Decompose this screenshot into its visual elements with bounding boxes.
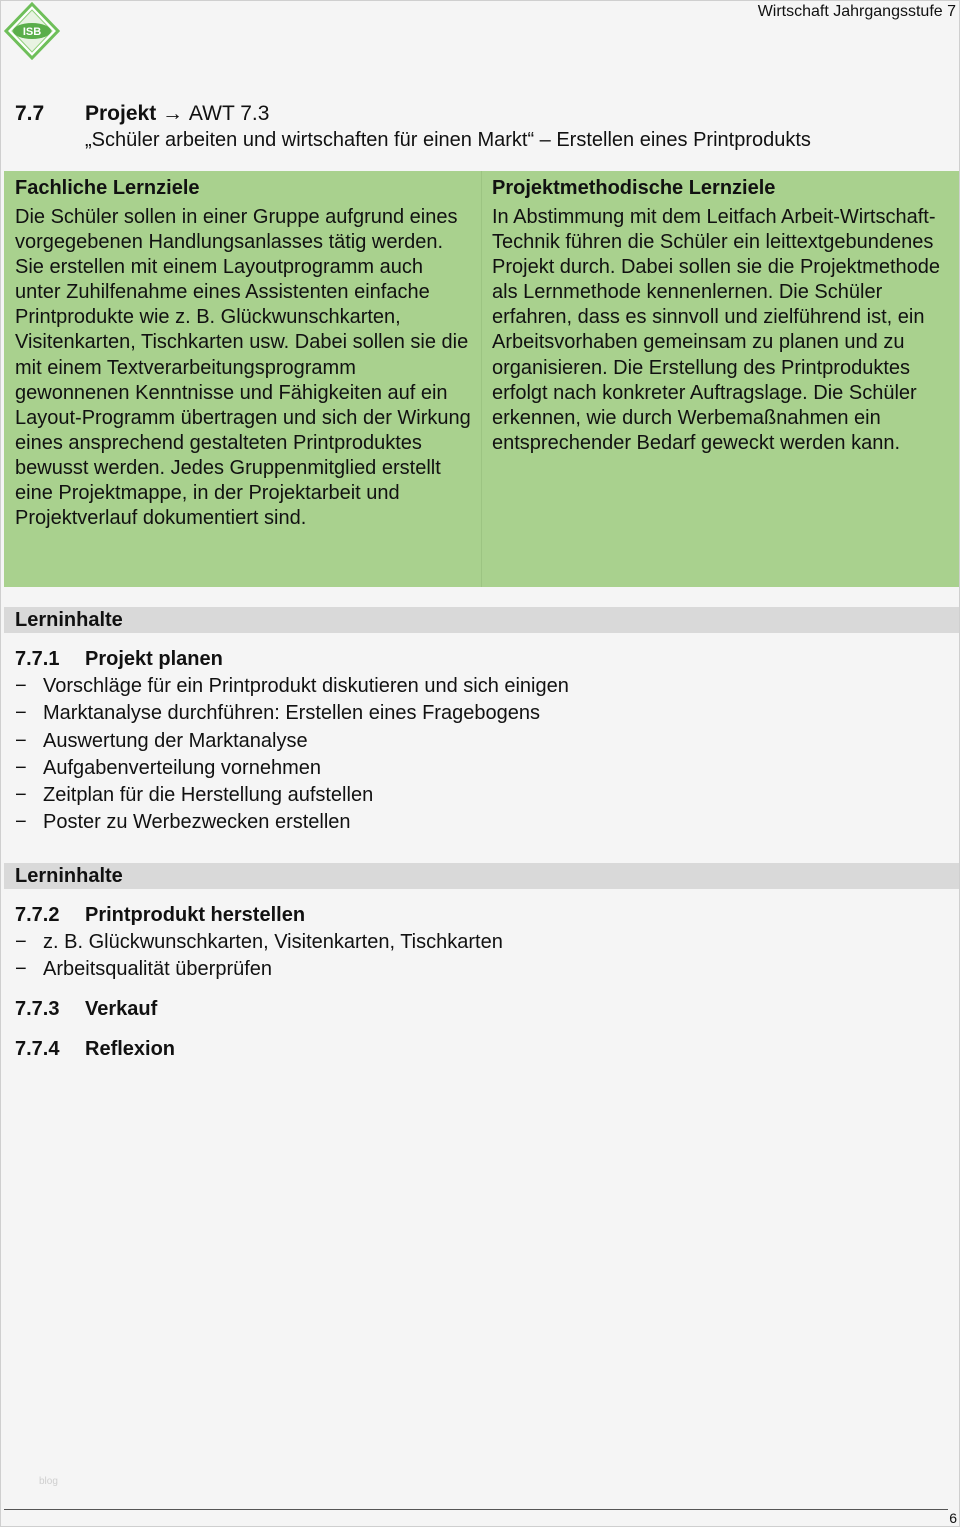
- subsection-number: 7.7.1: [15, 648, 60, 670]
- subject-goals-heading: Fachliche Lernziele: [15, 177, 200, 199]
- subsection-title: Verkauf: [85, 998, 158, 1020]
- dash-bullet: −: [15, 729, 27, 752]
- subsection-number: 7.7.2: [15, 904, 60, 926]
- list-item: − z. B. Glückwunschkarten, Visitenkarten, Tischkarten: [15, 929, 503, 956]
- list-item: − Zeitplan für die Herstellung aufstellen: [15, 782, 569, 809]
- subsection-title: Reflexion: [85, 1038, 176, 1060]
- title-block: [15, 101, 811, 153]
- subsection-title: Printprodukt herstellen: [85, 904, 306, 926]
- page-number: 6: [949, 1510, 957, 1526]
- title-project-label: Projekt: [85, 102, 157, 125]
- title-subtitle: „Schüler arbeiten und wirtschaften für einen Markt“ – Erstellen eines Printprodukts: [85, 129, 811, 151]
- list-item: − Vorschläge für ein Printprodukt diskutieren und sich einigen: [15, 673, 569, 700]
- subsection-number: 7.7.3: [15, 998, 60, 1020]
- subsection-heading: [15, 1036, 175, 1062]
- subsection-number: 7.7.4: [15, 1038, 60, 1060]
- dash-bullet: −: [15, 931, 27, 953]
- bullet-list-planning: [15, 673, 569, 837]
- subsection-title: Projekt planen: [85, 648, 223, 670]
- dash-bullet: −: [15, 675, 27, 697]
- dash-bullet: −: [15, 958, 27, 981]
- method-goals: [482, 171, 959, 587]
- method-goals-text: In Abstimmung mit dem Leitfach Arbeit-Wirtschaft-Technik führen die Schüler ein leittextgebundenes Projekt durch. Dabei sollen sie die Projektmethode als Lernmethode kennenlernen. Die Schüler erfahren, dass es sinnvoll und zielführend ist, ein Arbeitsvorhaben gemeinsam zu planen und zu organisieren. Die Erstellung des Printproduktes erfolgt nach konkreter Auftragslage. Die Schüler erkennen, wie durch Werbemaßnahmen ein entsprechender Bedarf geweckt werden kann.: [492, 206, 941, 454]
- learning-goals-table: [4, 171, 959, 587]
- title-reference: AWT 7.3: [188, 102, 270, 125]
- subsection-heading: [15, 902, 305, 928]
- isb-logo: [4, 2, 60, 60]
- subject-goals-text: Die Schüler sollen in einer Gruppe aufgrund eines vorgegebenen Handlungsanlasses tätig werden. Sie erstellen mit einem Layoutprogramm auch unter Zuhilfenahme eines Assistenten einfache Printprodukte wie z. B. Glückwunschkarten, Visitenkarten, Tischkarten usw. Dabei sollen sie die mit einem Textverarbeitungsprogramm gewonnenen Kenntnisse und Fähigkeiten auf ein Layout-Programm übertragen und sich der Wirkung eines ansprechend gestalteten Printproduktes bewusst werden. Jedes Gruppenmitglied erstellt eine Projektmappe, in der Projektarbeit und Projektverlauf dokumentiert sind.: [15, 206, 471, 530]
- subject-goals: [4, 171, 482, 587]
- logo-text: ISB: [22, 26, 42, 38]
- title-number: 7.7: [15, 102, 45, 125]
- footer-rule: [4, 1509, 948, 1510]
- section-bar-lerninhalte-2: Lerninhalte: [4, 863, 959, 889]
- dash-bullet: −: [15, 784, 27, 807]
- dash-bullet: −: [15, 811, 27, 834]
- arrow-icon: →: [162, 102, 184, 125]
- subsection-heading: [15, 646, 223, 672]
- list-item: − Poster zu Werbezwecken erstellen: [15, 809, 569, 836]
- list-item: − Arbeitsqualität überprüfen: [15, 956, 503, 983]
- dash-bullet: −: [15, 756, 27, 779]
- section-bar-lerninhalte-1: Lerninhalte: [4, 607, 959, 633]
- list-item: − Aufgabenverteilung vornehmen: [15, 755, 569, 782]
- list-item: − Marktanalyse durchführen: Erstellen eines Fragebogens: [15, 700, 569, 727]
- dash-bullet: −: [15, 702, 27, 725]
- list-item: − Auswertung der Marktanalyse: [15, 728, 569, 755]
- watermark: blog: [39, 1476, 58, 1487]
- running-header: Wirtschaft Jahrgangsstufe 7: [757, 3, 956, 20]
- method-goals-heading: Projektmethodische Lernziele: [492, 177, 776, 199]
- subsection-heading: [15, 996, 157, 1022]
- bullet-list-production: [15, 929, 503, 984]
